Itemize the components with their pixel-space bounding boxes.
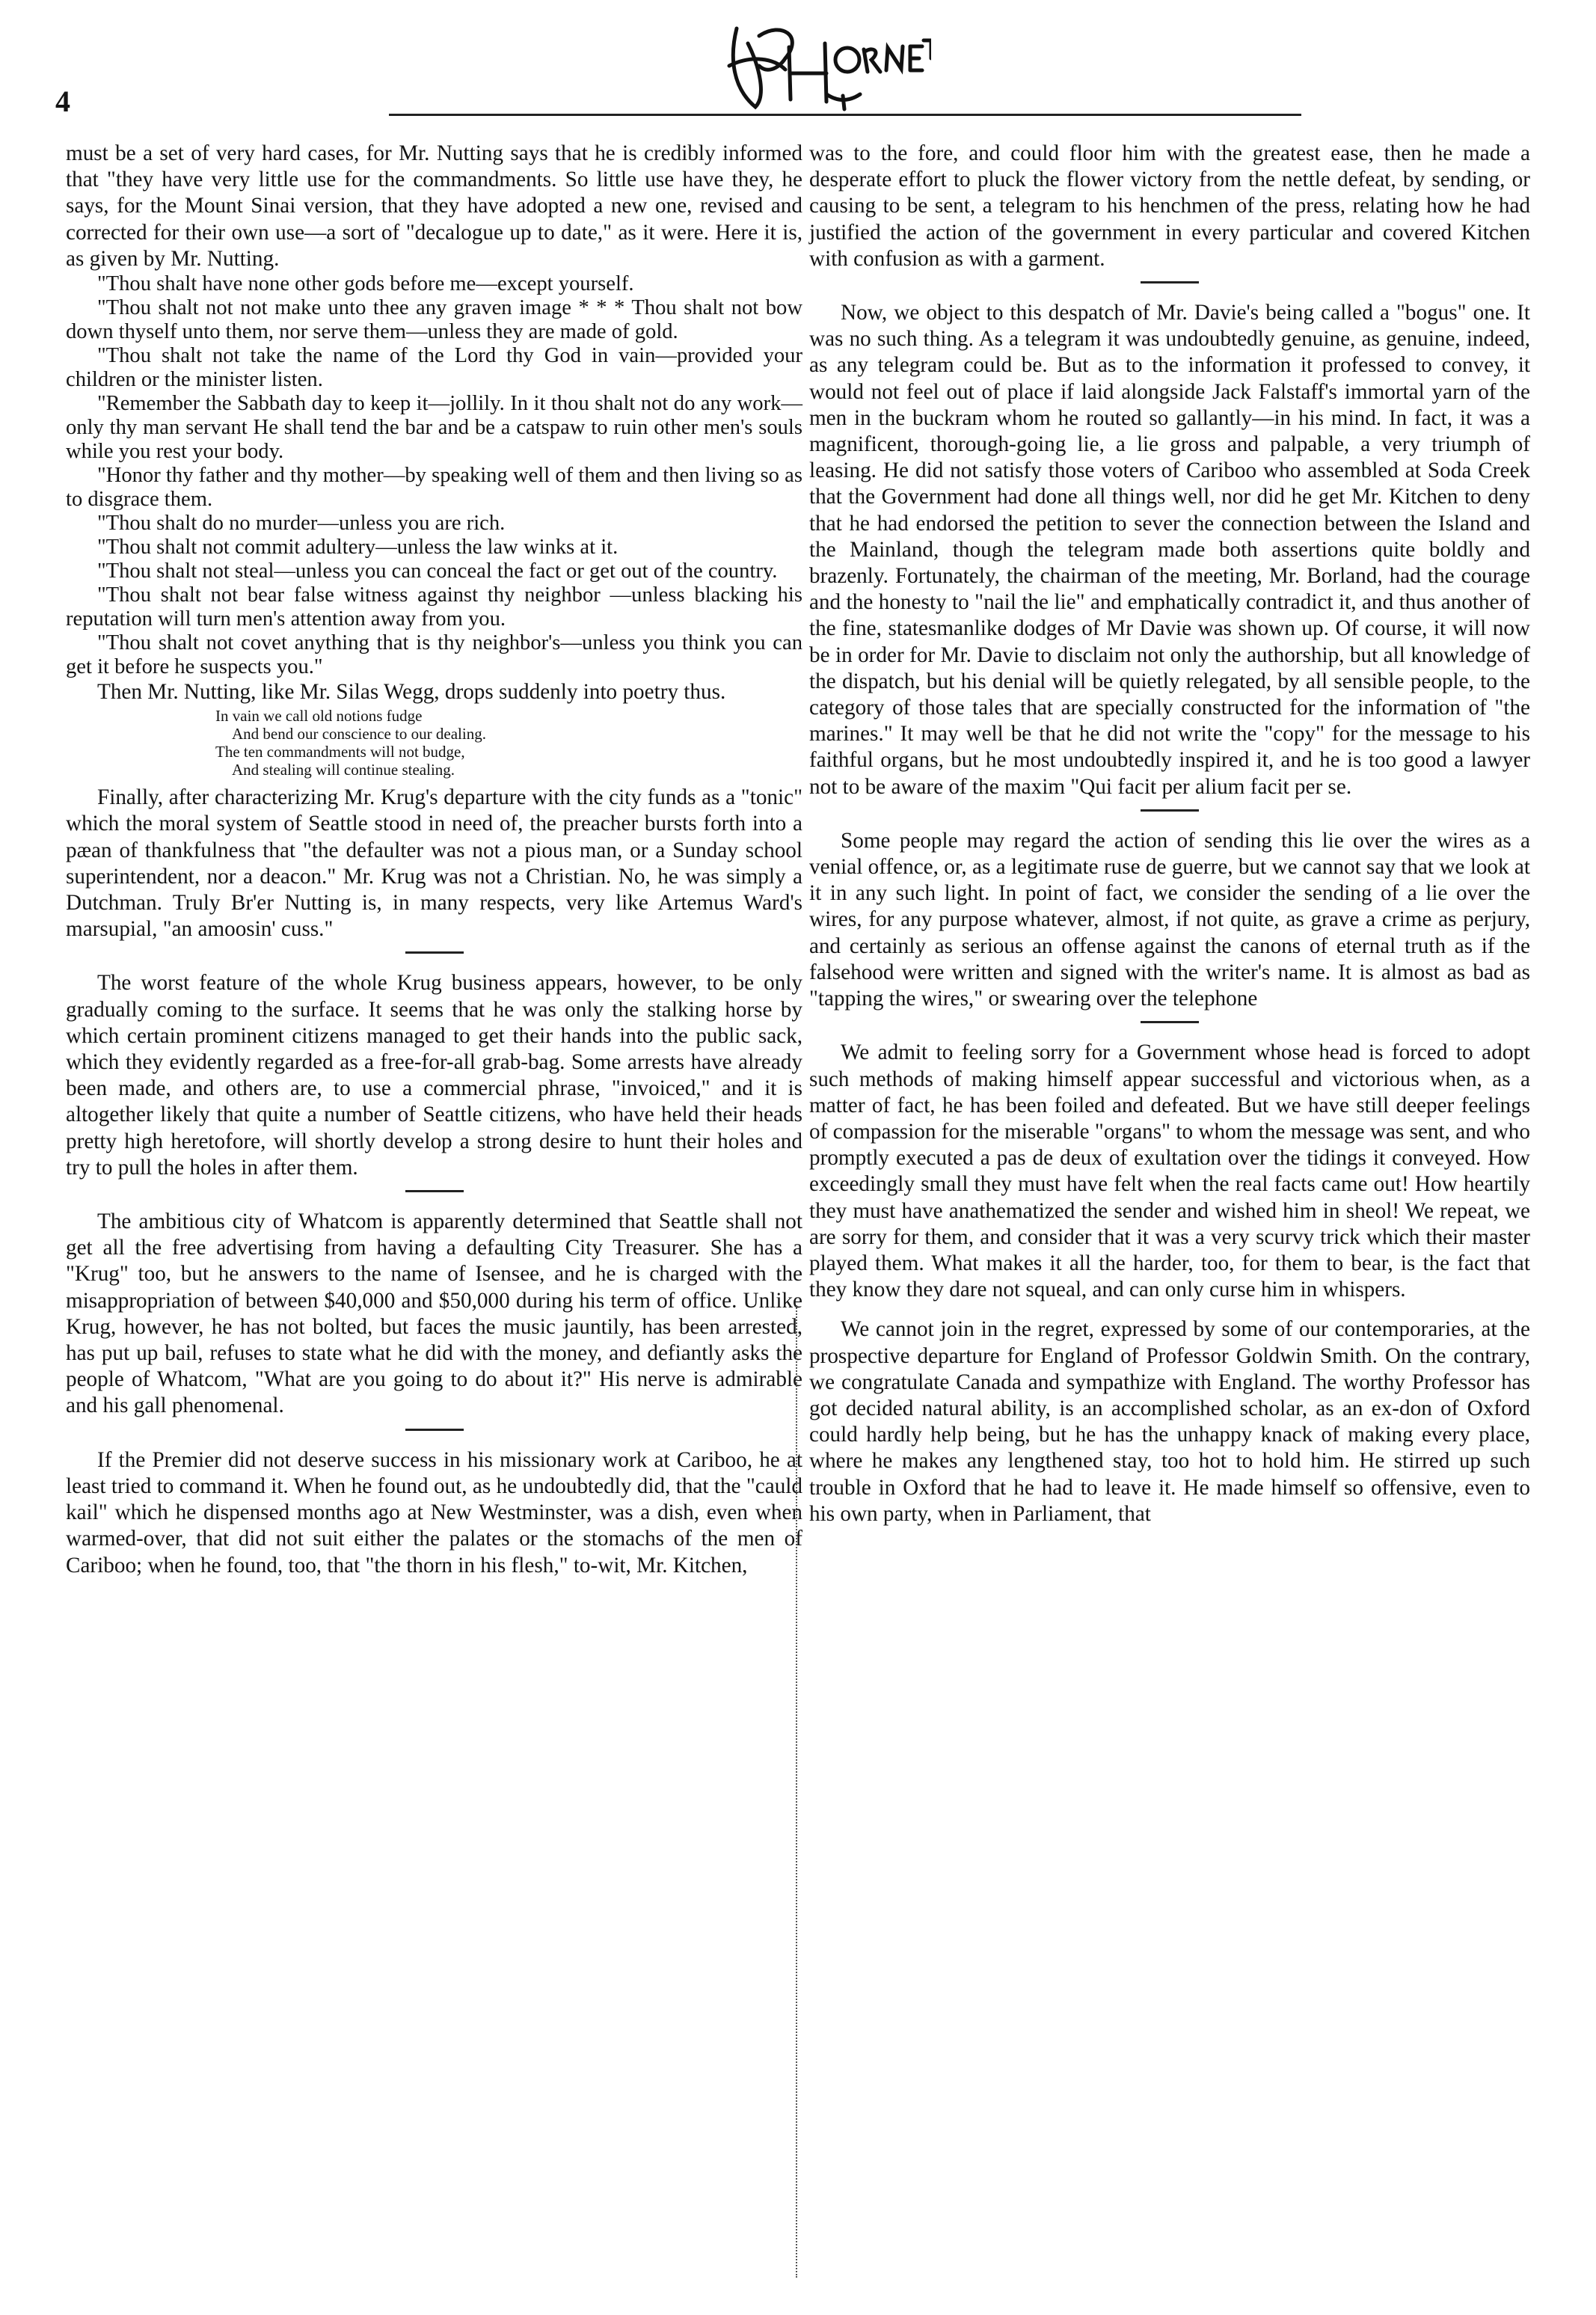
commandment-line: "Thou shalt not covet anything that is thy neighbor's—unless you think you can get it before he suspects you.": [66, 631, 802, 679]
section-separator: [1141, 809, 1199, 812]
article-paragraph: Some people may regard the action of sending this lie over the wires as a venial offence, or, as a legitimate ruse de guerre, but we cannot say that we look at it in any such light. In point of fact, we consider the sending of a lie over the wires, for any purpose whatever, almost, if not quite, as grave a crime as perjury, and certainly as serious an offense against the canons of eternal truth as if the falsehood were written and signed with the writer's name. It is almost as bad as "tapping the wires," or swearing over the telephone: [809, 828, 1530, 1011]
article-paragraph: The worst feature of the whole Krug business appears, however, to be only gradually coming to the surface. It seems that he was only the stalking horse by which certain prominent citizens managed to get their hands into the public sack, which they evidently regarded as a free-for-all grab-bag. Some arrests have already been made, and others are, to use a commercial phrase, "invoiced," and it is altogether likely that quite a number of Seattle citizens, who have held their heads pretty high heretofore, will shortly develop a strong desire to hunt their holes and try to pull the holes in after them.: [66, 971, 802, 1180]
article-paragraph: Now, we object to this despatch of Mr. Davie's being called a "bogus" one. It was no such thing. As a telegram it was undoubtedly genuine, as genuine, indeed, as any telegram could be. But as to the information it professed to convey, it would not feel out of place if laid alongside Jack Falstaff's immortal yarn of the men in the buckram whom he routed so gallantly—in his mind. In fact, it was a magnificent, thorough-going lie, a lie gross and palpable, a very triumph of leasing. He did not satisfy those voters of Cariboo who assembled at Soda Creek that the Government had done all things well, nor did he get Mr. Kitchen to deny that he had endorsed the petition to sever the connection between the Island and the Mainland, though the telegram made both assertions quite boldly and brazenly. Fortunately, the chairman of the meeting, Mr. Borland, had the courage and the honesty to "nail the lie" and emphatically contradict it, and thus another of the fine, statesmanlike dodges of Mr Davie was shown up. Of course, it will now be in order for Mr. Davie to disclaim not only the authorship, but all knowledge of the dispatch, but his denial will be quietly relegated, by all sensible people, to the category of those tales that are specially constructed for the information of "the marines." It may well be that he did not write the "copy" for the message to his faithful organs, but he most undoubtedly inspired it, and he is too good a lawyer not to be aware of the maxim "Qui facit per alium facit per se.: [809, 301, 1530, 799]
commandment-line: "Thou shalt have none other gods before me—except yourself.: [97, 272, 634, 296]
commandment-line: "Remember the Sabbath day to keep it—jollily. In it thou shalt not do any work—only thy man servant He shall tend the bar and be a catspaw to ruin other men's souls while you rest your body.: [66, 392, 802, 464]
section-separator: [405, 1429, 464, 1431]
commandment-line: "Thou shalt do no murder—unless you are rich.: [97, 512, 506, 536]
article-paragraph: If the Premier did not deserve success in his missionary work at Cariboo, he at least tried to command it. When he found out, as he undoubtedly did, that the "cauld kail" which he dispensed months ago at New Westminster, was a dish, even when warmed-over, that did not suit either the palates or the stomachs of the men of Cariboo; when he found, too, that "the thorn in his flesh," to-wit, Mr. Kitchen,: [66, 1447, 802, 1577]
commandment-line: "Thou shalt not take the name of the Lord thy God in vain—provided your children or the minister listen.: [66, 344, 802, 392]
commandment-line: "Thou shalt not steal—unless you can conceal the fact or get out of the country.: [97, 559, 778, 583]
article-paragraph: must be a set of very hard cases, for Mr. Nutting says that he is credibly informed that "they have very little use for the commandments. So little use have they, he says, for the Mount Sinai version, that they have adopted a new one, revised and corrected for their own use—a sort of "decalogue up to date," as it were. Here it is, as given by Mr. Nutting.: [66, 141, 802, 271]
header-rule: [389, 114, 1301, 116]
commandment-line: "Thou shalt not not make unto thee any graven image * * * Thou shalt not bow down thyself unto them, nor serve them—unless they are made of gold.: [66, 296, 802, 344]
article-paragraph: was to the fore, and could floor him with the greatest ease, then he made a desperate effort to pluck the flower victory from the nettle defeat, by sending, or causing to be sent, a telegram to his henchmen of the press, relating how he had justified the action of the government in every particular and covered Kitchen with confusion as with a garment.: [809, 141, 1530, 271]
right-column: [809, 141, 1530, 1527]
article-paragraph: We admit to feeling sorry for a Government whose head is forced to adopt such methods of making himself appear successful and victorious when, as a matter of fact, he has been foiled and defeated. But we have still deeper feelings of compassion for the miserable "organs" to whom the message was sent, and who promptly executed a pas de deux of exultation over the tidings it conveyed. How exceedingly small they must have felt when the real facts came out! How heartily they must have anathematized the sender and wished him in sheol! We repeat, we are sorry for them, and consider that it was a very scurvy trick which their master played them. What makes it all the harder, too, for them to bear, is the fact that they know they dare not squeal, and can only curse him in whispers.: [809, 1040, 1530, 1302]
article-paragraph: The ambitious city of Whatcom is apparently determined that Seattle shall not get all the free advertising from having a defaulting City Treasurer. She has a "Krug" too, but he answers to the name of Isensee, and he is charged with the misappropriation of between $40,000 and $50,000 during his term of office. Unlike Krug, however, he has not bolted, but faces the music jauntily, has been arrested, has put up bail, refuses to state what he did with the money, and defiantly asks the people of Whatcom, "What are you going to do about it?" His nerve is admirable and his gall phenomenal.: [66, 1209, 802, 1418]
hornet-masthead-logo: [714, 13, 931, 118]
commandment-line: "Honor thy father and thy mother—by speaking well of them and then living so as to disgrace them.: [66, 464, 802, 512]
verse-block: [215, 707, 802, 779]
column-divider: [796, 1305, 797, 2278]
section-separator: [405, 951, 464, 954]
commandment-line: "Thou shalt not bear false witness against thy neighbor —unless blacking his reputation will turn men's attention away from you.: [66, 583, 802, 631]
verse-line: And stealing will continue stealing.: [232, 761, 455, 779]
article-paragraph: Then Mr. Nutting, like Mr. Silas Wegg, drops suddenly into poetry thus.: [97, 680, 726, 705]
article-paragraph: We cannot join in the regret, expressed by some of our contemporaries, at the prospective departure for England of Professor Goldwin Smith. On the contrary, we congratulate Canada and sympathize with England. The worthy Professor has got decided natural ability, is an accomplished scholar, as an ex-don of Oxford could hardly help being, but he has the unhappy knack of making every place, where he makes any lengthened stay, too hot to hold him. He stirred up such trouble in Oxford that he had to leave it. He made himself so offensive, even to his own party, when in Parliament, that: [809, 1317, 1530, 1526]
paragraph-gap: [809, 1303, 1530, 1316]
verse-line: And bend our conscience to our dealing.: [232, 725, 486, 743]
page-number: 4: [55, 85, 70, 118]
section-separator: [1141, 281, 1199, 283]
section-separator: [1141, 1021, 1199, 1023]
left-column: [66, 141, 802, 1579]
verse-line: In vain we call old notions fudge: [215, 707, 423, 726]
section-separator: [405, 1190, 464, 1192]
article-paragraph: Finally, after characterizing Mr. Krug's departure with the city funds as a "tonic" which the moral system of Seattle stood in need of, the preacher bursts forth into a pæan of thankfulness that "the defaulter was not a pious man, or a Sunday school superintendent, nor a deacon." Mr. Krug was not a Christian. No, he was simply a Dutchman. Truly Br'er Nutting is, in many respects, very like Artemus Ward's marsupial, "an amoosin' cuss.": [66, 785, 802, 942]
commandment-line: "Thou shalt not commit adultery—unless the law winks at it.: [97, 536, 619, 559]
verse-line: The ten commandments will not budge,: [215, 743, 465, 761]
